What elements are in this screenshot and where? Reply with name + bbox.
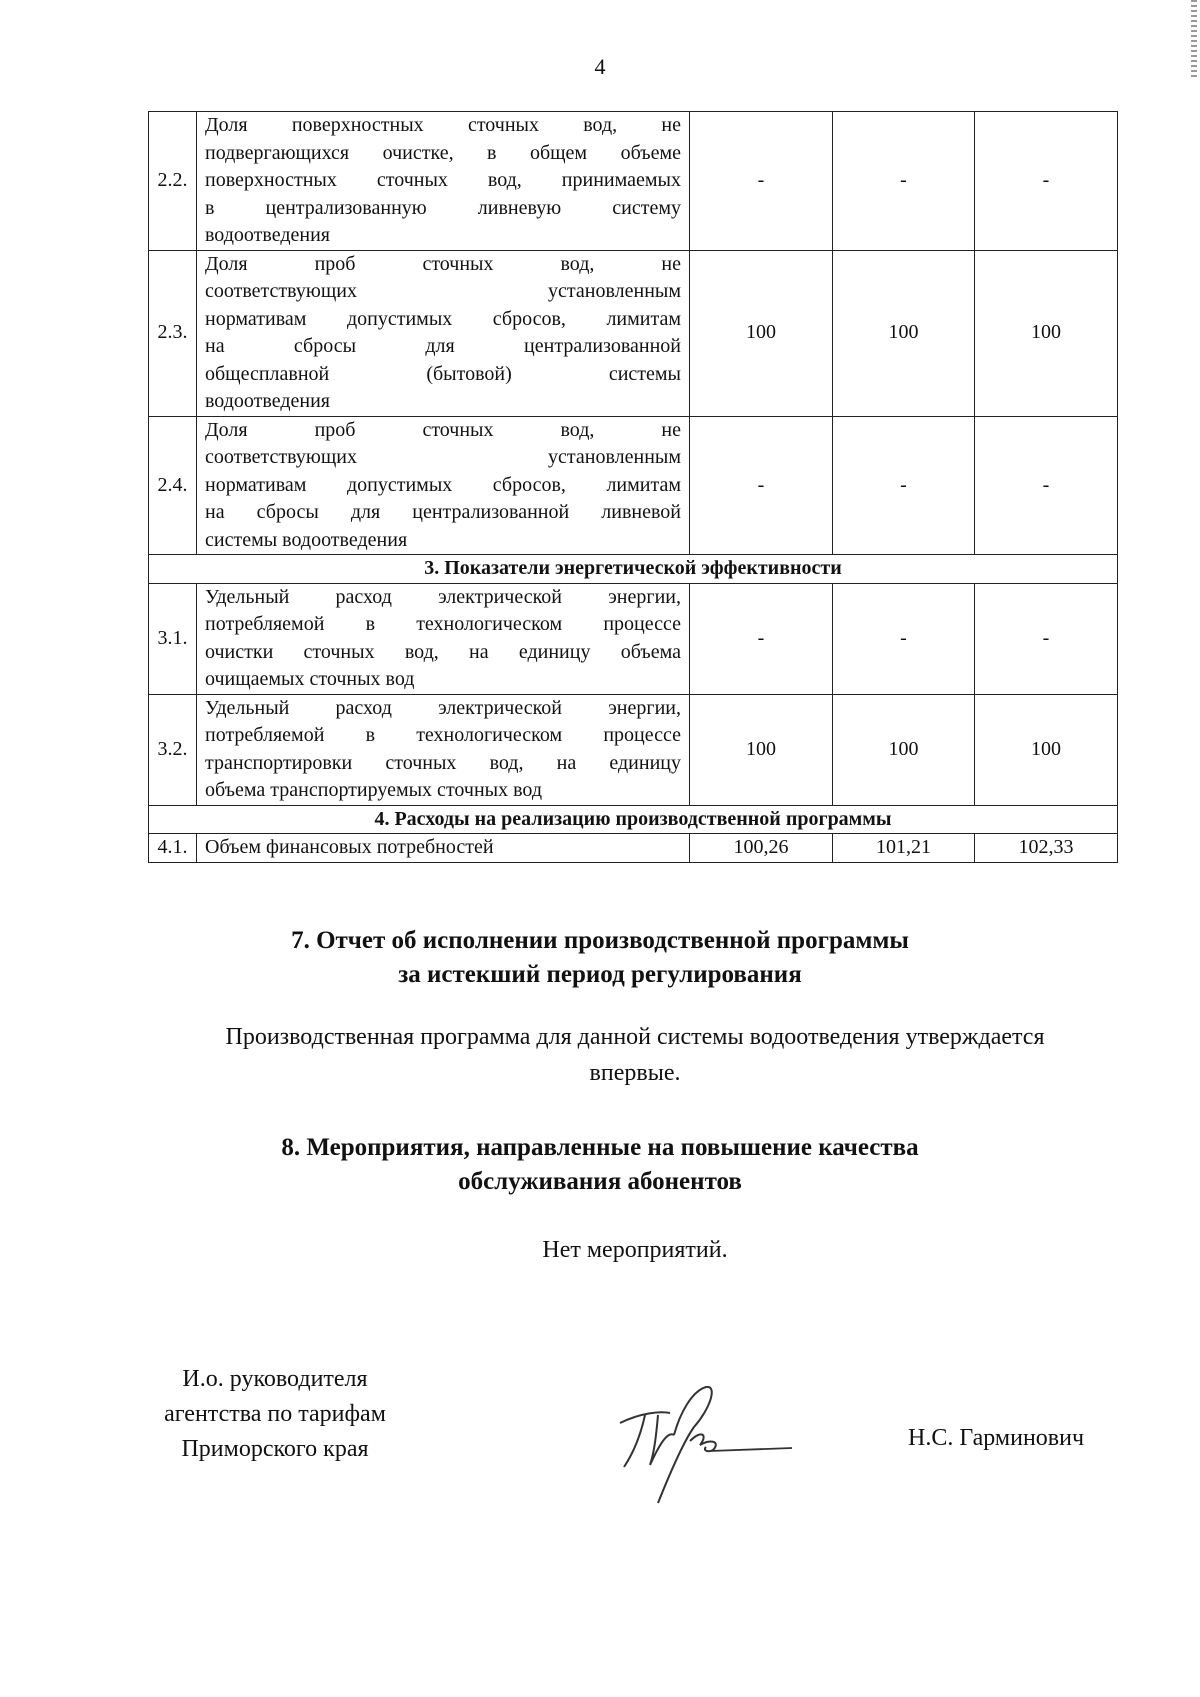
row-value-2: - <box>833 416 975 555</box>
row-description <box>197 583 690 694</box>
row-description-line: Удельный расход электрической энергии, <box>205 585 681 608</box>
row-description <box>197 250 690 416</box>
indicators-table <box>148 111 1118 863</box>
section-8-title <box>0 1131 1200 1199</box>
row-description-line: на сбросы для централизованной ливневой <box>205 501 681 523</box>
section-7-title-line-1: 7. Отчет об исполнении производственной программы <box>291 927 909 954</box>
table-row <box>149 834 1118 863</box>
section-7-title-line-2: за истекший период регулирования <box>398 961 802 988</box>
table-row <box>149 250 1118 416</box>
row-value-2: 101,21 <box>833 834 975 863</box>
row-description-line: очищаемых сточных вод <box>205 668 415 690</box>
section-4-header <box>149 805 1118 834</box>
row-description-line: водоотведения <box>205 224 330 246</box>
handwritten-signature <box>610 1383 810 1513</box>
row-value-1: 100 <box>690 694 833 805</box>
section-8-body: Нет мероприятий. <box>542 1237 728 1263</box>
row-value-3: - <box>975 416 1118 555</box>
section-7-body-line-1: Производственная программа для данной системы водоотведения утверждается <box>225 1024 1045 1050</box>
section-7-body <box>145 1019 1125 1091</box>
indicators-table-body <box>149 112 1118 863</box>
page-number: 4 <box>594 54 606 79</box>
row-number: 2.4. <box>149 416 197 555</box>
row-value-1: - <box>690 112 833 251</box>
row-value-2: - <box>833 583 975 694</box>
row-description-line: потребляемой в технологическом процессе <box>205 724 681 746</box>
row-description-line: Доля проб сточных вод, не <box>205 252 681 275</box>
row-description <box>197 694 690 805</box>
signer-position-line-1: И.о. руководителя <box>182 1366 368 1392</box>
row-description <box>197 416 690 555</box>
row-description <box>197 112 690 251</box>
row-value-3: - <box>975 112 1118 251</box>
row-number: 4.1. <box>149 834 197 863</box>
row-value-1: - <box>690 416 833 555</box>
row-value-1: 100 <box>690 250 833 416</box>
table-row <box>149 583 1118 694</box>
row-value-3: 102,33 <box>975 834 1118 863</box>
row-description-line: Доля поверхностных сточных вод, не <box>205 114 681 136</box>
row-description-line: соответствующих установленным <box>205 446 681 468</box>
row-description-line: системы водоотведения <box>205 528 408 551</box>
section-8-title-line-2: обслуживания абонентов <box>458 1168 742 1195</box>
row-description-line: Доля проб сточных вод, не <box>205 418 681 441</box>
row-description-line: соответствующих установленным <box>205 280 681 302</box>
row-value-2: - <box>833 112 975 251</box>
row-description-line: нормативам допустимых сбросов, лимитам <box>205 473 681 496</box>
row-number: 3.2. <box>149 694 197 805</box>
row-description-line: нормативам допустимых сбросов, лимитам <box>205 307 681 330</box>
row-value-1: - <box>690 583 833 694</box>
scan-edge-mark <box>1191 0 1197 80</box>
signer-position-line-3: Приморского края <box>181 1436 369 1462</box>
row-value-3: 100 <box>975 250 1118 416</box>
row-description-line: потребляемой в технологическом процессе <box>205 613 681 635</box>
signer-position-line-2: агентства по тарифам <box>164 1401 386 1427</box>
table-row <box>149 694 1118 805</box>
row-number: 2.3. <box>149 250 197 416</box>
row-description-line: подвергающихся очистке, в общем объеме <box>205 141 681 164</box>
row-description-line: на сбросы для централизованной <box>205 335 681 357</box>
section-3-header <box>149 555 1118 584</box>
row-value-1: 100,26 <box>690 834 833 863</box>
row-description-line: очистки сточных вод, на единицу объема <box>205 640 681 663</box>
row-description-line: поверхностных сточных вод, принимаемых <box>205 169 681 191</box>
section-7-title <box>0 924 1200 992</box>
row-description <box>197 834 690 863</box>
section-4-header-title: 4. Расходы на реализацию производственной программы <box>149 805 1118 834</box>
section-8-title-line-1: 8. Мероприятия, направленные на повышение качества <box>281 1134 919 1161</box>
row-value-2: 100 <box>833 694 975 805</box>
row-value-3: 100 <box>975 694 1118 805</box>
section-3-header-title: 3. Показатели энергетической эффективности <box>149 555 1118 584</box>
row-description-line: транспортировки сточных вод, на единицу <box>205 751 681 774</box>
row-description-line: объема транспортируемых сточных вод <box>205 779 543 801</box>
row-value-2: 100 <box>833 250 975 416</box>
row-description-line: Объем финансовых потребностей <box>205 836 494 858</box>
row-description-line: Удельный расход электрической энергии, <box>205 696 681 719</box>
row-description-line: водоотведения <box>205 390 330 412</box>
signer-name: Н.С. Гарминович <box>908 1425 1085 1451</box>
row-value-3: - <box>975 583 1118 694</box>
table-row <box>149 112 1118 251</box>
row-number: 3.1. <box>149 583 197 694</box>
section-7-body-line-2: впервые. <box>589 1060 681 1086</box>
signer-position <box>130 1362 420 1467</box>
row-description-line: в централизованную ливневую систему <box>205 196 681 219</box>
row-description-line: общесплавной (бытовой) системы <box>205 362 681 385</box>
table-row <box>149 416 1118 555</box>
row-number: 2.2. <box>149 112 197 251</box>
